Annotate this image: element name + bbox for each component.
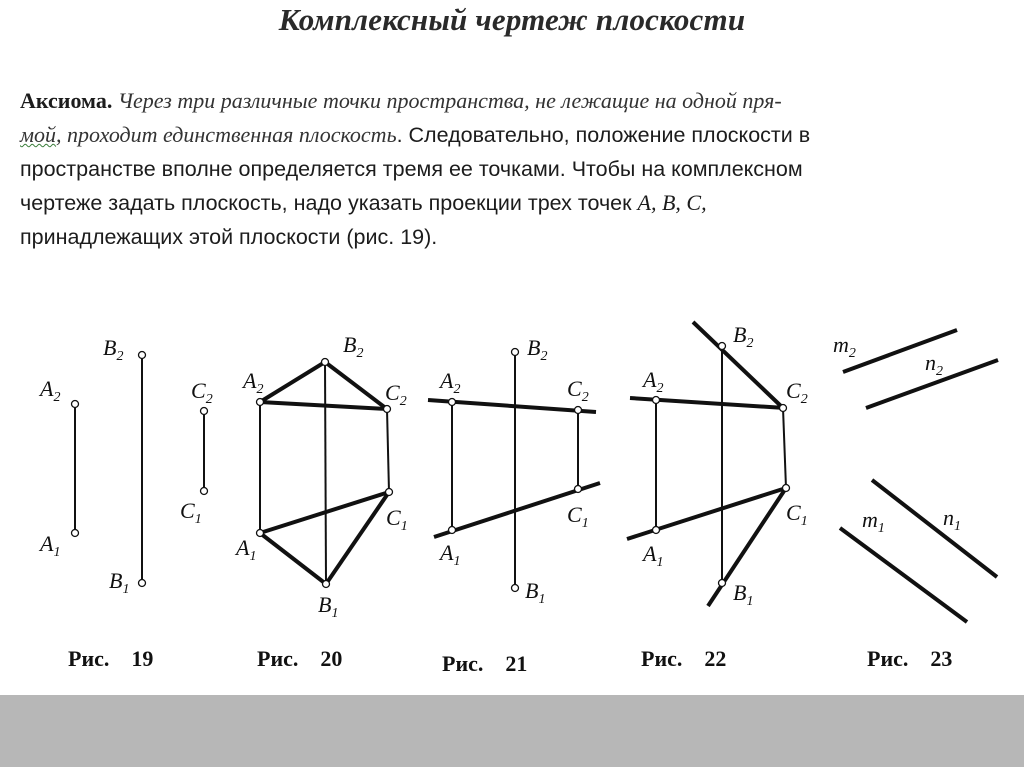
segment-a1-c1 (260, 492, 389, 533)
label-c1: $C_1$ (786, 500, 808, 529)
point-c2 (575, 407, 582, 414)
caption-fig-23: Рис. 23 (867, 646, 953, 671)
label-a1: $A_1$ (440, 540, 461, 569)
point-b1 (512, 585, 519, 592)
segment-a1-b1 (260, 533, 326, 584)
segment-b1-c1 (326, 492, 389, 584)
label-a1: $A_1$ (236, 535, 257, 564)
axiom-paragraph (20, 84, 980, 254)
label-a2: $A_2$ (440, 368, 461, 397)
label-n2: $n_2$ (925, 350, 943, 379)
caption-fig-21: Рис. 21 (442, 651, 528, 676)
label-n1: $n_1$ (943, 505, 961, 534)
label-b1: $B_1$ (109, 568, 130, 597)
axiom-text-italic: Через три различные точки пространства, не лежащие на одной пря- (117, 88, 782, 113)
label-a2: $A_2$ (643, 367, 664, 396)
figure-19 (38, 335, 213, 671)
label-c2: $C_2$ (567, 376, 589, 405)
point-c2 (384, 406, 391, 413)
paragraph-text: чертеже задать плоскость, надо указать проекции трех точек (20, 191, 638, 215)
point-c2 (201, 408, 208, 415)
point-b2 (322, 359, 329, 366)
point-c2 (780, 405, 787, 412)
label-c2: $C_2$ (385, 380, 407, 409)
label-a1: $A_1$ (40, 531, 61, 560)
segment-a2-b2 (260, 362, 325, 402)
paragraph-line-5: принадлежащих этой плоскости (рис. 19). (20, 225, 438, 249)
point-a1 (653, 527, 660, 534)
paragraph-line-2 (20, 118, 980, 152)
label-c2: $C_2$ (786, 378, 808, 407)
label-b2: $B_2$ (103, 335, 124, 364)
line-h1 (627, 488, 786, 539)
point-b2 (139, 352, 146, 359)
figures-area (0, 300, 1024, 700)
axiom-text-italic-end: , проходит единственная плоскость (56, 122, 397, 147)
axiom-text-word: мой (20, 122, 57, 147)
point-a1 (257, 530, 264, 537)
page-title: Комплексный чертеж плоскости (278, 2, 746, 37)
axiom-dot: . (106, 88, 118, 113)
link-c (783, 408, 786, 488)
label-a1: $A_1$ (643, 541, 664, 570)
point-a2 (72, 401, 79, 408)
caption-fig-22: Рис. 22 (641, 646, 727, 671)
bottom-gray-bar (0, 695, 1024, 767)
point-a1 (72, 530, 79, 537)
paragraph-line-4 (20, 186, 980, 220)
label-a2: $A_2$ (40, 376, 61, 405)
point-a2 (257, 399, 264, 406)
point-c1 (575, 486, 582, 493)
label-c2: $C_2$ (191, 378, 213, 407)
segment-b2-c2 (325, 362, 387, 409)
point-a1 (449, 527, 456, 534)
point-a2 (449, 399, 456, 406)
label-m1: $m_1$ (862, 507, 885, 536)
figure-21 (428, 335, 600, 676)
point-c1 (386, 489, 393, 496)
figure-20 (234, 332, 408, 671)
link-b (325, 362, 326, 584)
link-c (387, 409, 389, 492)
label-b1: $B_1$ (733, 580, 754, 609)
paragraph-line-3: пространстве вполне определяется тремя ее точками. Чтобы на комплексном (20, 157, 803, 181)
paragraph-line-1 (20, 84, 980, 118)
label-b1: $B_1$ (525, 578, 546, 607)
label-a2: $A_2$ (243, 368, 264, 397)
label-b1: $B_1$ (318, 592, 339, 621)
point-c1 (201, 488, 208, 495)
axiom-label: Аксиома (20, 88, 107, 113)
paragraph-text: . Следовательно, положение плоскости в (396, 123, 811, 147)
point-b2 (512, 349, 519, 356)
label-c1: $C_1$ (386, 505, 408, 534)
caption-fig-19: Рис. 19 (68, 646, 154, 671)
point-names: A, B, C, (637, 190, 707, 215)
figure-22 (627, 322, 808, 671)
line-m1 (840, 528, 967, 622)
line-n1 (872, 480, 997, 577)
point-c1 (783, 485, 790, 492)
point-b1 (719, 580, 726, 587)
point-b1 (323, 581, 330, 588)
label-c1: $C_1$ (180, 498, 202, 527)
line-c1-b1 (708, 488, 786, 606)
segment-a2-c2 (260, 402, 387, 409)
point-b2 (719, 343, 726, 350)
label-b2: $B_2$ (527, 335, 548, 364)
label-b2: $B_2$ (343, 332, 364, 361)
point-b1 (139, 580, 146, 587)
point-a2 (653, 397, 660, 404)
label-c1: $C_1$ (567, 502, 589, 531)
caption-fig-20: Рис. 20 (257, 646, 343, 671)
label-b2: $B_2$ (733, 322, 754, 351)
figure-23 (833, 330, 998, 671)
label-m2: $m_2$ (833, 332, 856, 361)
